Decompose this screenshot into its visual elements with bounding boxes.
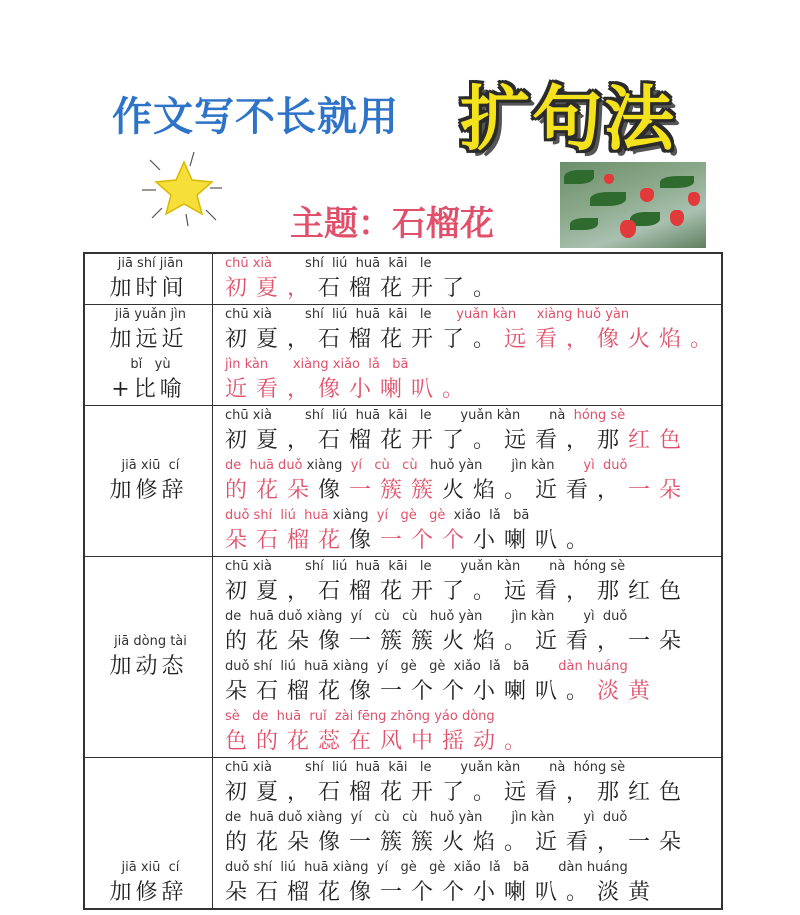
line-pinyin: de huā duǒ xiàng yí cù cù huǒ yàn jìn kàn yì duǒ [224,810,628,825]
sentence-line [225,557,721,607]
label-pinyin: jiā yuǎn jìn [114,307,187,322]
line-text: 的花朵像一簇簇火焰。近看，一朵 [224,478,691,503]
line-text: 近看，像小喇叭。 [224,377,473,402]
line-pinyin: chū xià shí liú huā kāi le yuǎn kàn nà hóng sè [224,408,626,423]
line-pinyin: chū xià shí liú huā kāi le [224,256,432,271]
line-pinyin: sè de huā ruǐ zài fēng zhōng yáo dòng [224,709,495,724]
row-content [212,557,722,758]
table-row [84,253,722,305]
topic-heading: 主题：石榴花 [290,204,494,244]
line-pinyin: chū xià shí liú huā kāi le yuǎn kàn xiàng huǒ yàn [224,307,630,322]
sentence-line [225,607,721,657]
label-pinyin: jiā xiū cí [121,860,180,875]
row-content [212,406,722,557]
line-text: 的花朵像一簇簇火焰。近看，一朵 [224,629,690,654]
label-text: 加远近 [109,327,188,352]
pomegranate-flower-photo [560,162,706,248]
table-row [84,758,722,910]
row-content [212,253,722,305]
label-text: 加时间 [109,276,188,301]
row-label [84,758,212,910]
table-row [84,557,722,758]
row-label [84,305,212,406]
title-prefix: 作文写不长就用 [112,94,399,140]
line-text: 色的花蕊在风中摇动。 [224,729,535,754]
line-text: 初夏，石榴花开了。远看，那红色 [224,579,690,604]
row-label [84,406,212,557]
sentence-line [225,808,721,858]
row-content [212,758,722,910]
line-text: 的花朵像一簇簇火焰。近看，一朵 [224,830,690,855]
row-label [84,557,212,758]
label-text: 加修辞 [109,880,188,905]
line-text: 初夏，石榴花开了。 [224,276,504,301]
table-row [84,406,722,557]
sentence-line [225,355,721,405]
row-label [84,253,212,305]
sentence-line [225,506,721,556]
expansion-table [83,252,723,910]
sentence-line [225,858,721,908]
sentence-line [225,254,721,304]
row-content [212,305,722,406]
line-pinyin: de huā duǒ xiàng yí cù cù huǒ yàn jìn kàn yì duǒ [224,458,628,473]
sentence-line [225,456,721,506]
label-pinyin: jiā xiū cí [121,458,180,473]
line-text: 朵石榴花像一个个小喇叭。 [224,528,598,553]
label-text: +比喻 [111,377,186,402]
title-highlight: 扩句法 [460,78,676,160]
label-pinyin: jiā shí jiān [117,256,184,271]
line-pinyin: de huā duǒ xiàng yí cù cù huǒ yàn jìn kàn yì duǒ [224,609,628,624]
sentence-line [225,758,721,808]
line-pinyin: duǒ shí liú huā xiàng yí gè gè xiǎo lǎ bā dàn huáng [224,659,628,674]
title-banner [0,55,800,165]
line-text: 朵石榴花像一个个小喇叭。淡黄 [224,880,659,905]
line-text: 初夏，石榴花开了。远看，那红色 [224,780,690,805]
sentence-line [225,657,721,707]
line-text: 初夏，石榴花开了。远看，那红色 [224,428,690,453]
line-pinyin: jìn kàn xiàng xiǎo lǎ bā [224,357,409,372]
sentence-line [225,707,721,757]
line-pinyin: duǒ shí liú huā xiàng yí gè gè xiǎo lǎ bā [224,508,530,523]
sentence-line [225,406,721,456]
label-text: 加动态 [109,654,188,679]
sentence-line [225,305,721,355]
line-pinyin: chū xià shí liú huā kāi le yuǎn kàn nà hóng sè [224,760,626,775]
label-text: 加修辞 [109,478,188,503]
label-pinyin: bǐ yù [130,357,171,372]
line-pinyin: chū xià shí liú huā kāi le yuǎn kàn nà hóng sè [224,559,626,574]
line-text: 初夏，石榴花开了。远看，像火焰。 [224,327,721,352]
line-text: 朵石榴花像一个个小喇叭。淡黄 [224,679,659,704]
line-pinyin: duǒ shí liú huā xiàng yí gè gè xiǎo lǎ bā dàn huáng [224,860,628,875]
table-row [84,305,722,406]
label-pinyin: jiā dòng tài [114,634,187,649]
star-icon [132,148,232,228]
